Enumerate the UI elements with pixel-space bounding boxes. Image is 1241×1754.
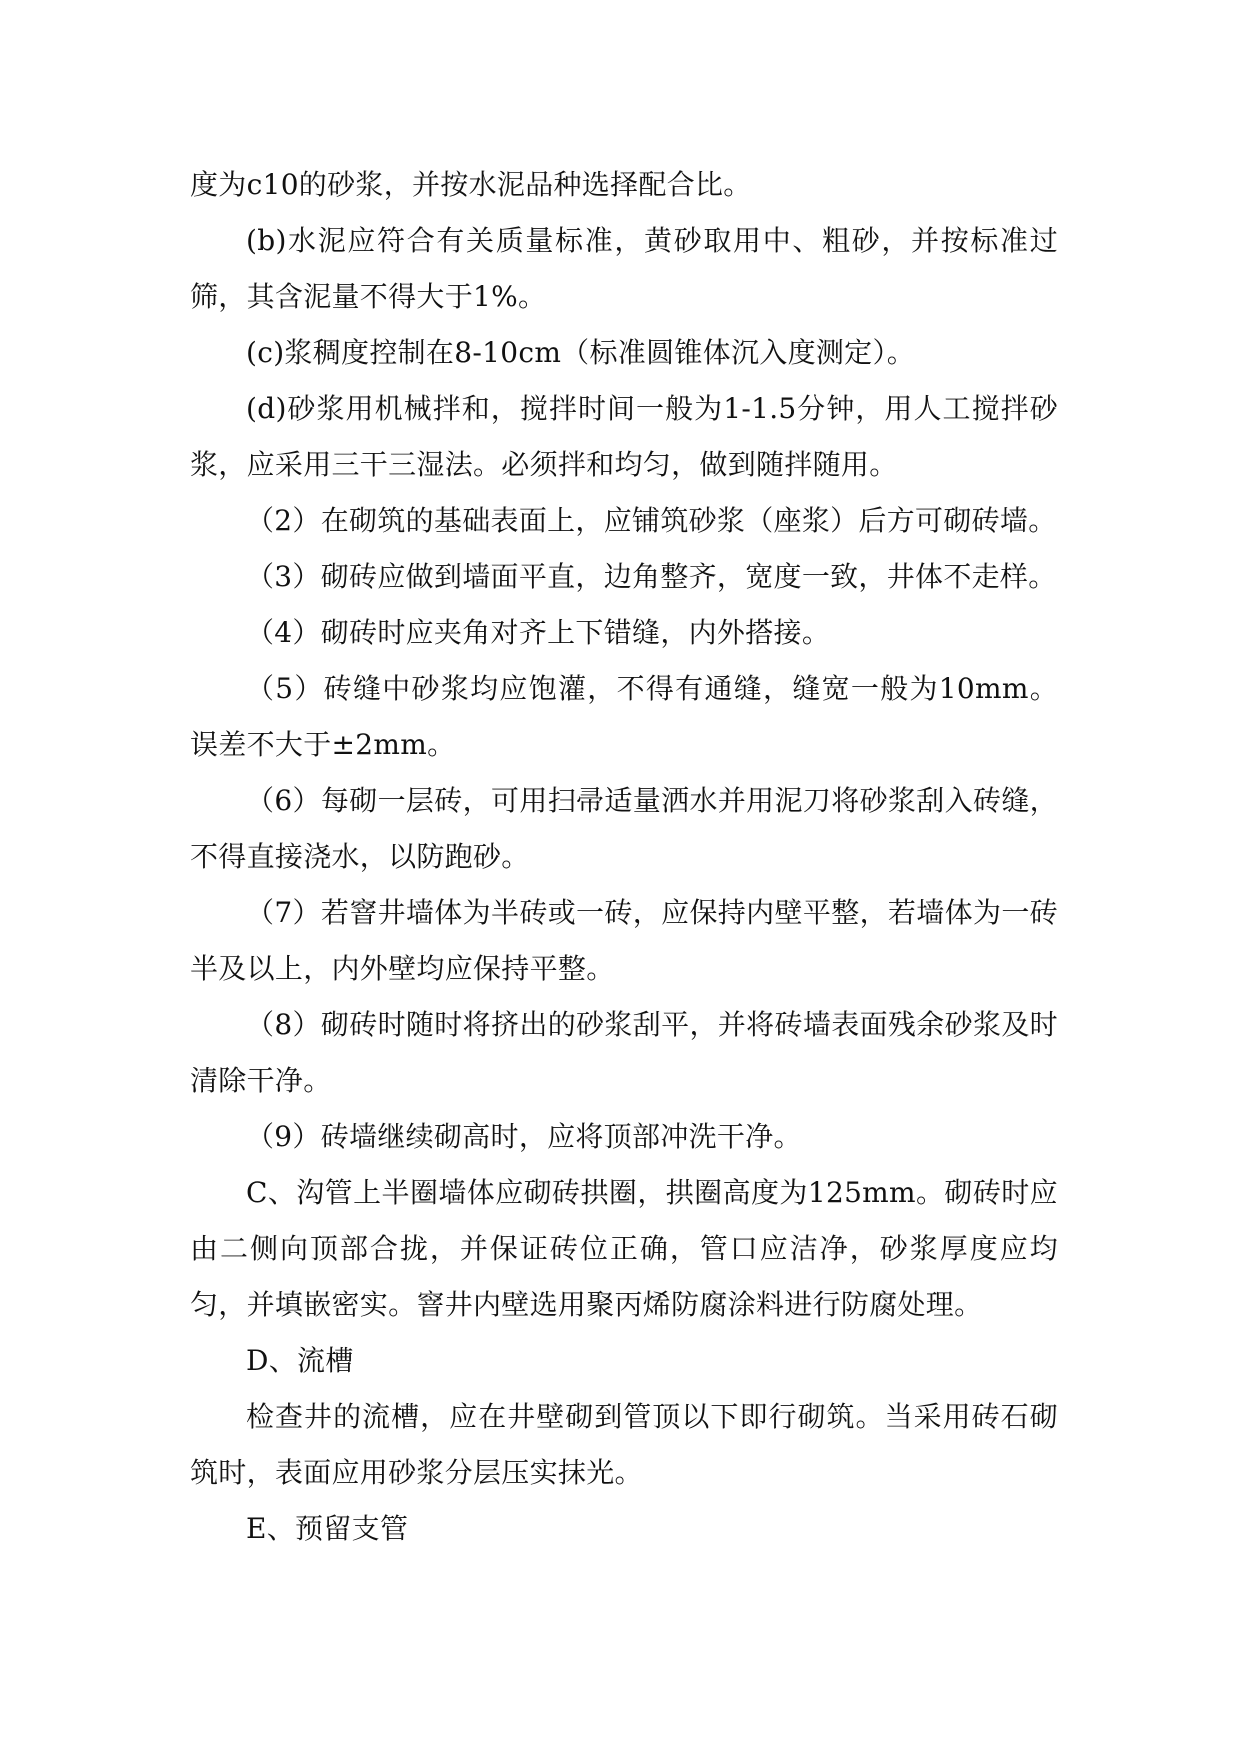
paragraph-continuation: 度为c10的砂浆，并按水泥品种选择配合比。 [190,168,752,201]
paragraph-item-4: （4）砌砖时应夹角对齐上下错缝，内外搭接。 [246,616,831,649]
paragraph-item-b: (b)水泥应符合有关质量标准，黄砂取用中、粗砂，并按标准过筛，其含泥量不得大于1%。 [190,224,1058,313]
heading-section-e: E、预留支管 [246,1512,409,1545]
paragraph-item-7: （7）若窨井墙体为半砖或一砖，应保持内壁平整，若墙体为一砖半及以上，内外壁均应保持平整。 [190,896,1058,985]
document-body [190,157,1058,1557]
heading-section-d: D、流槽 [246,1344,354,1377]
paragraph-item-d: (d)砂浆用机械拌和，搅拌时间一般为1-1.5分钟，用人工搅拌砂浆，应采用三干三湿法。必须拌和均匀，做到随拌随用。 [190,392,1058,481]
paragraph-item-c: (c)浆稠度控制在8-10cm（标准圆锥体沉入度测定）。 [246,336,916,369]
paragraph-item-3: （3）砌砖应做到墙面平直，边角整齐，宽度一致，井体不走样。 [246,560,1057,593]
paragraph-item-6: （6）每砌一层砖，可用扫帚适量洒水并用泥刀将砂浆刮入砖缝，不得直接浇水，以防跑砂。 [190,784,1058,873]
paragraph-section-d-body: 检查井的流槽，应在井壁砌到管顶以下即行砌筑。当采用砖石砌筑时，表面应用砂浆分层压实抹光。 [190,1400,1058,1489]
paragraph-section-c: C、沟管上半圈墙体应砌砖拱圈，拱圈高度为125mm。砌砖时应由二侧向顶部合拢，并保证砖位正确，管口应洁净，砂浆厚度应均匀，并填嵌密实。窨井内壁选用聚丙烯防腐涂料进行防腐处理。 [190,1176,1058,1321]
paragraph-item-5: （5）砖缝中砂浆均应饱灌，不得有通缝，缝宽一般为10mm。误差不大于±2mm。 [190,672,1058,761]
paragraph-item-8: （8）砌砖时随时将挤出的砂浆刮平，并将砖墙表面残余砂浆及时清除干净。 [190,1008,1058,1097]
paragraph-item-2: （2）在砌筑的基础表面上，应铺筑砂浆（座浆）后方可砌砖墙。 [246,504,1057,537]
paragraph-item-9: （9）砖墙继续砌高时，应将顶部冲洗干净。 [246,1120,802,1153]
